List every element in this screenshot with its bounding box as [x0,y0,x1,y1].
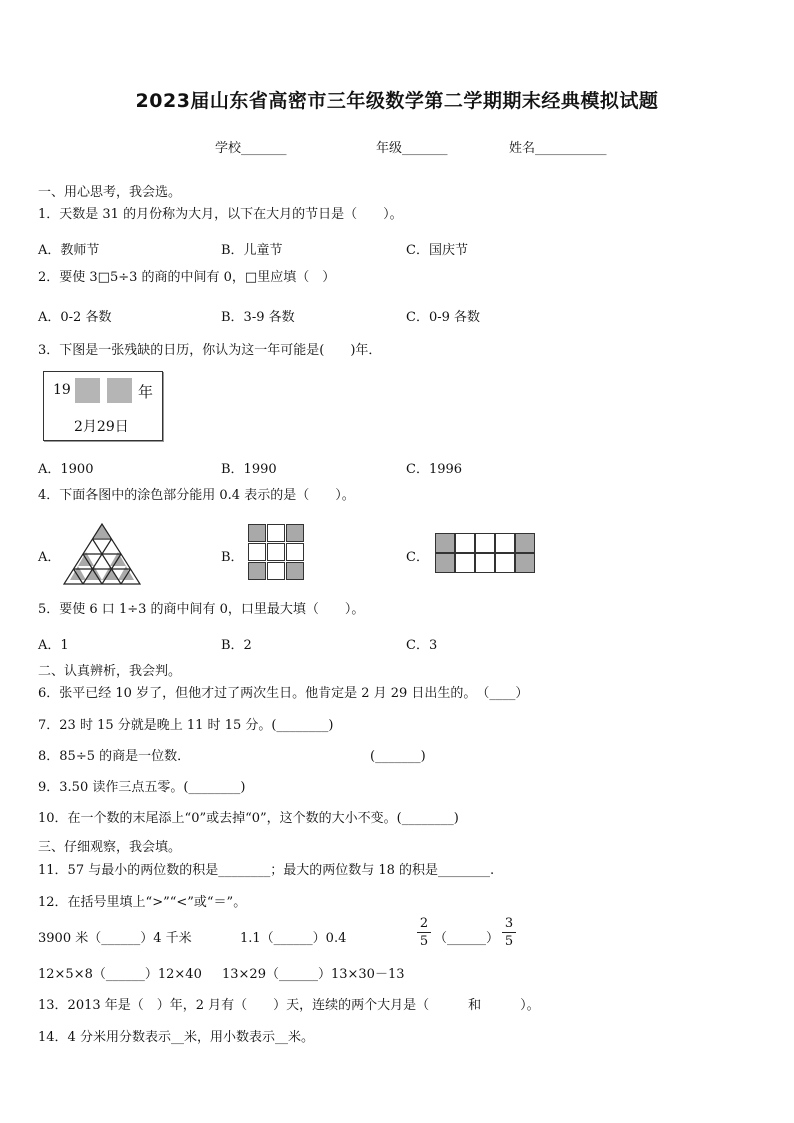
section-heading-3: 三、仔细观察，我会填。 [38,840,182,855]
calendar-year-prefix: 19 [53,382,71,398]
q4-option-a: A． [38,550,61,565]
q12-compare-1: 3900 米（______）4 千米 [38,931,192,946]
question-14: 14．4 分米用分数表示__米，用小数表示__米。 [38,1030,314,1045]
grid-cell [455,533,475,553]
q4-option-c: C． [406,550,429,565]
grid-cell [248,543,266,561]
fraction-right [502,916,516,949]
fraction-denominator: 5 [419,934,429,949]
calendar-image [43,371,163,441]
grid-cell [248,562,266,580]
fraction-numerator: 2 [419,916,429,931]
two-by-five-grid [435,533,535,573]
question-6: 6．张平已经 10 岁了，但他才过了两次生日。他肯定是 2 月 29 日出生的。 （____） [38,686,529,701]
question-1: 1．天数是 31 的月份称为大月，以下在大月的节日是（ ）。 [38,207,403,222]
question-12: 12．在括号里填上“>”“<”或“＝”。 [38,895,247,910]
fraction-bar [502,932,516,933]
grid-cell [267,543,285,561]
q5-option-c: C．3 [406,638,438,653]
grid-cell [495,553,515,573]
question-8: 8．85÷5 的商是一位数． [38,749,191,764]
question-3: 3．下图是一张残缺的日历，你认为这一年可能是( )年． [38,343,382,358]
q3-option-c: C．1996 [406,462,463,477]
fraction-left [417,916,431,949]
fraction-denominator: 5 [504,934,514,949]
section-heading-1: 一、用心思考，我会选。 [38,185,182,200]
school-field: 学校_______ [215,141,287,156]
question-8-blank: (_______) [370,749,426,764]
q1-option-a: A．教师节 [38,243,100,258]
question-4: 4．下面各图中的涂色部分能用 0.4 表示的是（ ）。 [38,488,355,503]
calendar-missing-digit [107,378,132,403]
q12-compare-3-blank: （______） [434,931,500,946]
name-field: 姓名___________ [509,141,607,156]
question-7: 7．23 时 15 分就是晚上 11 时 15 分。(________) [38,718,334,733]
grid-cell [455,553,475,573]
grid-cell [286,524,304,542]
fraction-numerator: 3 [504,916,514,931]
question-5: 5．要使 6 口 1÷3 的商中间有 0，口里最大填（ ）。 [38,602,365,617]
question-9: 9．3.50 读作三点五零。(________) [38,780,246,795]
question-13: 13．2013 年是（ ）年，2 月有（ ）天，连续的两个大月是（ 和 ）。 [38,998,540,1013]
question-10: 10．在一个数的末尾添上“0”或去掉“0”，这个数的大小不变。(________) [38,811,459,826]
q5-option-b: B．2 [221,638,252,653]
q5-option-a: A．1 [38,638,69,653]
grid-cell [475,553,495,573]
q3-option-a: A．1900 [38,462,94,477]
q12-compare-5: 13×29（______）13×30－13 [222,967,405,982]
q12-compare-4: 12×5×8（______）12×40 [38,967,202,982]
grade-field: 年级_______ [376,141,448,156]
grid-cell [515,533,535,553]
question-2: 2．要使 3□5÷3 的商的中间有 0，□里应填（ ） [38,270,336,285]
grid-cell [267,524,285,542]
q2-option-b: B．3-9 各数 [221,310,295,325]
grid-cell [248,524,266,542]
grid-cell [267,562,285,580]
grid-cell [515,553,535,573]
q4-option-b: B． [221,550,244,565]
q2-option-c: C．0-9 各数 [406,310,481,325]
q2-option-a: A．0-2 各数 [38,310,112,325]
triangle-figure [62,522,142,586]
q1-option-b: B．儿童节 [221,243,283,258]
q1-option-c: C．国庆节 [406,243,468,258]
grid-cell [435,553,455,573]
grid-cell [286,543,304,561]
fraction-bar [417,932,431,933]
calendar-missing-digit [75,378,100,403]
page-title: 2023届山东省高密市三年级数学第二学期期末经典模拟试题 [135,90,659,112]
q12-compare-2: 1.1（______）0.4 [240,931,347,946]
grid-cell [435,533,455,553]
grid-cell [495,533,515,553]
three-by-three-grid [248,524,305,581]
grid-cell [475,533,495,553]
grid-cell [286,562,304,580]
question-11: 11．57 与最小的两位数的积是________；最大的两位数与 18 的积是________. [38,863,495,878]
q3-option-b: B．1990 [221,462,277,477]
section-heading-2: 二、认真辨析，我会判。 [38,664,182,679]
calendar-date: 2月29日 [74,419,129,435]
calendar-year-suffix: 年 [138,383,154,401]
